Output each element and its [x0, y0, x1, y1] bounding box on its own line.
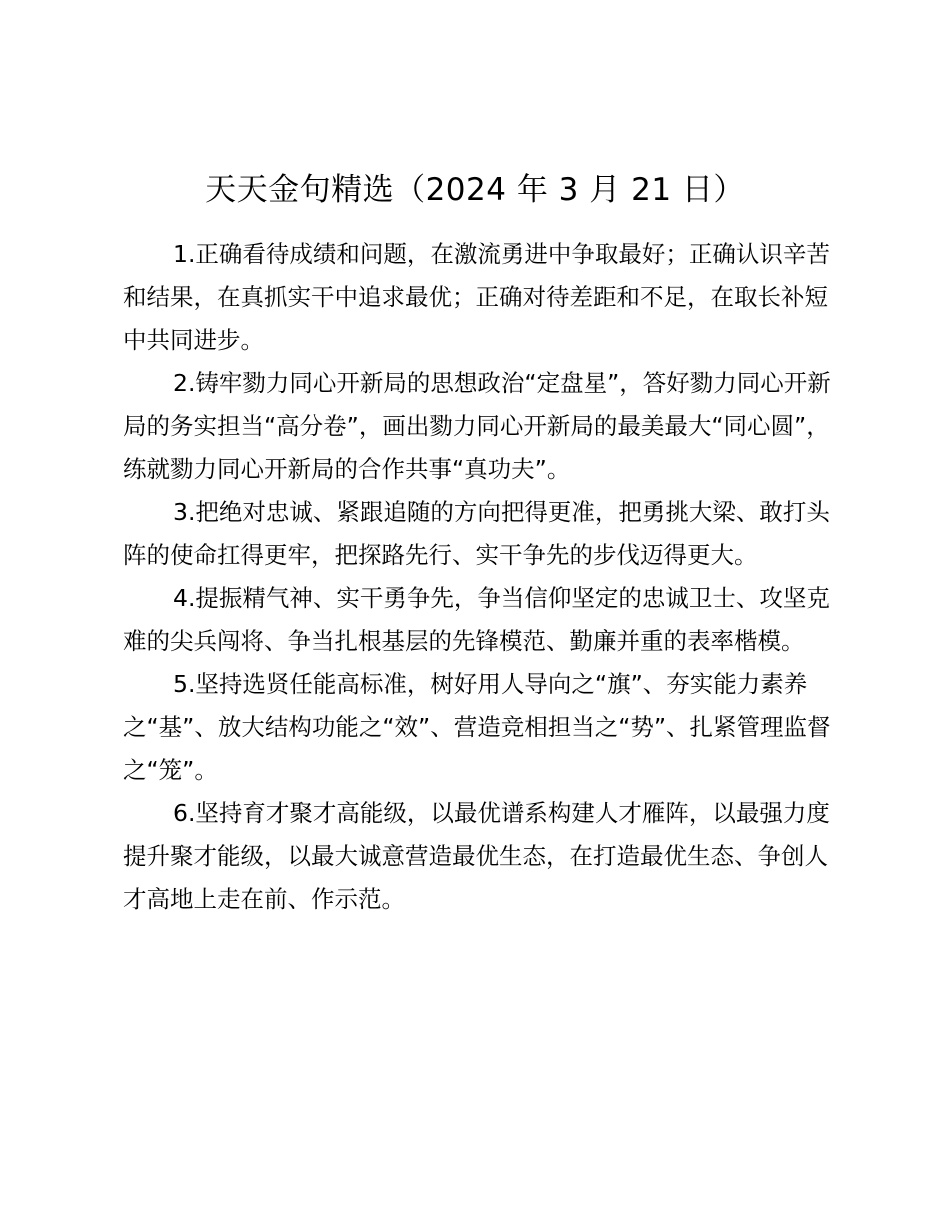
document-body: [123, 233, 837, 921]
paragraph-2: 2.铸牢勠力同心开新局的思想政治“定盘星”，答好勠力同心开新局的务实担当“高分卷”，画出勠力同心开新局的最美最大“同心圆”，练就勠力同心开新局的合作共事“真功夫”。: [123, 369, 831, 483]
document-title: 天天金句精选（2024 年 3 月 21 日）: [205, 172, 745, 208]
paragraph-1: 1.正确看待成绩和问题，在激流勇进中争取最好；正确认识辛苦和结果，在真抓实干中追求最优；正确对待差距和不足，在取长补短中共同进步。: [123, 240, 830, 354]
paragraph-5: 5.坚持选贤任能高标准，树好用人导向之“旗”、夯实能力素养之“基”、放大结构功能之“效”、营造竞相担当之“势”、扎紧管理监督之“笼”。: [123, 670, 831, 784]
paragraph-4: 4.提振精气神、实干勇争先，争当信仰坚定的忠诚卫士、攻坚克难的尖兵闯将、争当扎根基层的先锋模范、勤廉并重的表率楷模。: [123, 584, 830, 655]
paragraph-3: 3.把绝对忠诚、紧跟追随的方向把得更准，把勇挑大梁、敢打头阵的使命扛得更牢，把探路先行、实干争先的步伐迈得更大。: [123, 498, 830, 569]
paragraph-6: 6.坚持育才聚才高能级，以最优谱系构建人才雁阵，以最强力度提升聚才能级，以最大诚意营造最优生态，在打造最优生态、争创人才高地上走在前、作示范。: [123, 799, 830, 913]
